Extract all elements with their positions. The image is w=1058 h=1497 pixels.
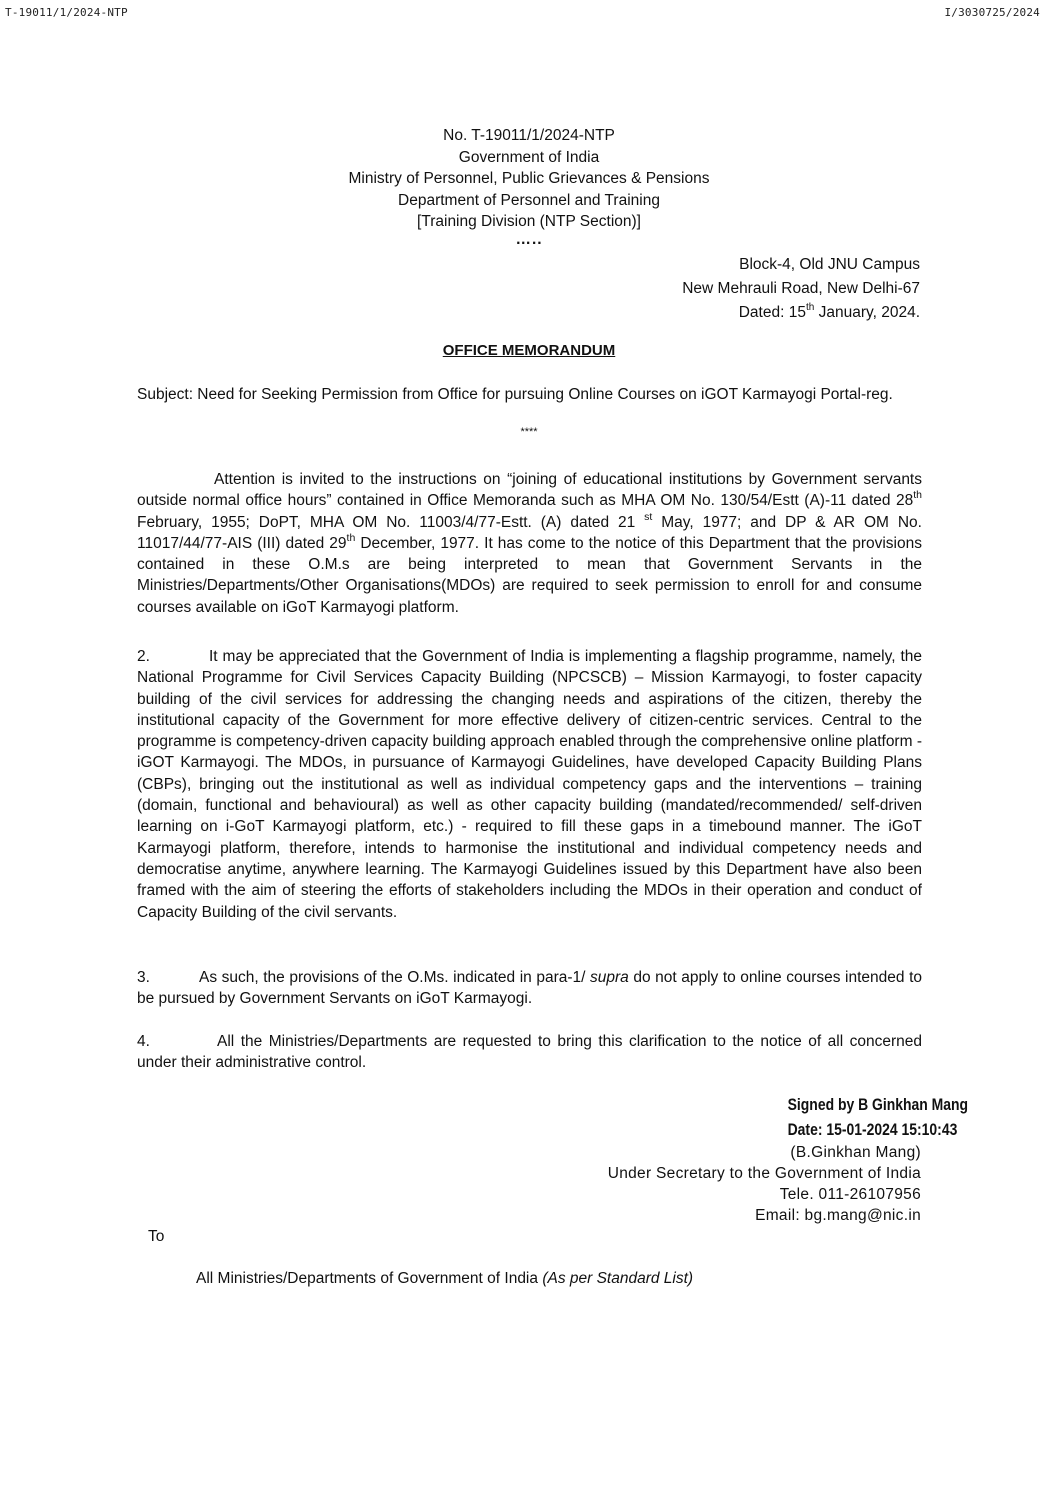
paragraph-number: 2. [137,648,150,665]
paragraph-text-cont: do not apply to online courses intended to be pursued by Government Servants on iGoT Karmayogi. [137,969,922,1008]
signatory-name: (B.Ginkhan Mang) [790,1144,921,1161]
paragraph-3 [137,967,922,1010]
p1-text-2: February, 1955; DoPT, MHA OM No. 11003/4/77-Estt. (A) dated 21 [137,513,645,531]
p1-ordinal-3: th [346,531,356,544]
office-address [682,253,920,325]
p1-text-4: December, 1977. It has come to the notice of this Department that the provisions contained in these O.M.s are being interpreted to mean that Government Servants in the Ministries/Departments/Other Organisations(MDOs) are required to seek permission to enroll for and consume courses available on iGoT Karmayogi platform. [137,534,922,616]
page-stamp-file-number: T-19011/1/2024-NTP [5,6,128,19]
to-label: To [148,1228,165,1245]
p1-text-1: Attention is invited to the instructions on “joining of educational institutions by Government servants outside normal office hours” contained in Office Memoranda such as MHA OM No. 130/54/Estt (A)-11 dated 28 [137,471,922,510]
date-ordinal: th [805,302,815,313]
paragraph-number: 3. [137,969,150,986]
digital-signature-block [788,1092,968,1142]
subject-line: Subject: Need for Seeking Permission from Office for pursuing Online Courses on iGOT Karmayogi Portal-reg. [137,386,893,403]
paragraph-text: All the Ministries/Departments are requested to bring this clarification to the notice of all concerned under their administrative control. [137,1033,922,1072]
paragraph-4 [137,1031,922,1074]
recipients [196,1270,693,1288]
division-name: [Training Division (NTP Section)] [417,213,641,230]
p1-ordinal-1: th [913,489,922,502]
paragraph-text: It may be appreciated that the Government of India is implementing a flagship programme, namely, the National Programme for Civil Services Capacity Building (NPCSCB) – Mission Karmayogi, to foster capacity building of the civil services for addressing the changing needs and aspirations of the citizen, thereby the institutional capacity of the Government for more effective delivery of citizen-centric services. Central to the programme is competency-driven capacity building approach enabled through the comprehensive online platform - iGOT Karmayogi. The MDOs, in pursuance of Karmayogi Guidelines, have developed Capacity Building Plans (CBPs), bringing out the institutional as well as individual competency gaps and the interventions – training (domain, functional and behavioural) as well as other capacity building (mandated/recommended/ self-driven learning on i-GoT Karmayogi platform, etc.) - required to fill these gaps in a timebound manner. The iGoT Karmayogi platform, therefore, intends to harmonise the institutional and individual competency needs and democratise anytime, anywhere learning. The Karmayogi Guidelines issued by this Department have also been framed with the aim of steering the efforts of stakeholders including the MDOs in their operation and conduct of Capacity Building of the civil servants. [137,648,922,921]
memo-title: OFFICE MEMORANDUM [442,342,616,359]
p1-text-3: May, 1977; and DP & AR OM No. 11017/44/77-AIS (III) dated 29 [137,513,922,552]
paragraph-number: 4. [137,1033,150,1050]
signatory-designation: Under Secretary to the Government of India [607,1165,921,1182]
document-header [0,125,1058,247]
address-line-2: New Mehrauli Road, New Delhi-67 [682,280,920,297]
address-line-1: Block-4, Old JNU Campus [739,256,920,273]
recipients-note: (As per Standard List) [542,1270,694,1287]
signatory-block [608,1142,921,1226]
government-name: Government of India [458,148,600,166]
date-prefix: Dated: 15 [738,304,806,321]
page-stamp-receipt-number: I/3030725/2024 [944,6,1040,19]
signature-date: Date: 15-01-2024 15:10:43 [787,1120,958,1139]
paragraph-text: As such, the provisions of the O.Ms. indicated in para-1/ [199,969,590,986]
subject-separator: **** [520,426,538,438]
signatory-phone: Tele. 011-26107956 [779,1186,921,1203]
recipients-text: All Ministries/Departments of Government of India [196,1270,543,1287]
date-suffix: January, 2024. [814,304,920,321]
ministry-name: Ministry of Personnel, Public Grievances & Pensions [348,170,710,187]
department-name: Department of Personnel and Training [398,191,660,209]
paragraph-2 [137,646,922,923]
header-separator: ….. [515,230,543,248]
file-number: No. T-19011/1/2024-NTP [443,127,615,144]
date-line [682,301,920,325]
supra-italic: supra [590,969,629,986]
p1-ordinal-2: st [644,510,653,523]
paragraph-1 [137,469,922,618]
signed-by: Signed by B Ginkhan Mang [787,1095,968,1114]
signatory-email: Email: bg.mang@nic.in [755,1207,921,1224]
